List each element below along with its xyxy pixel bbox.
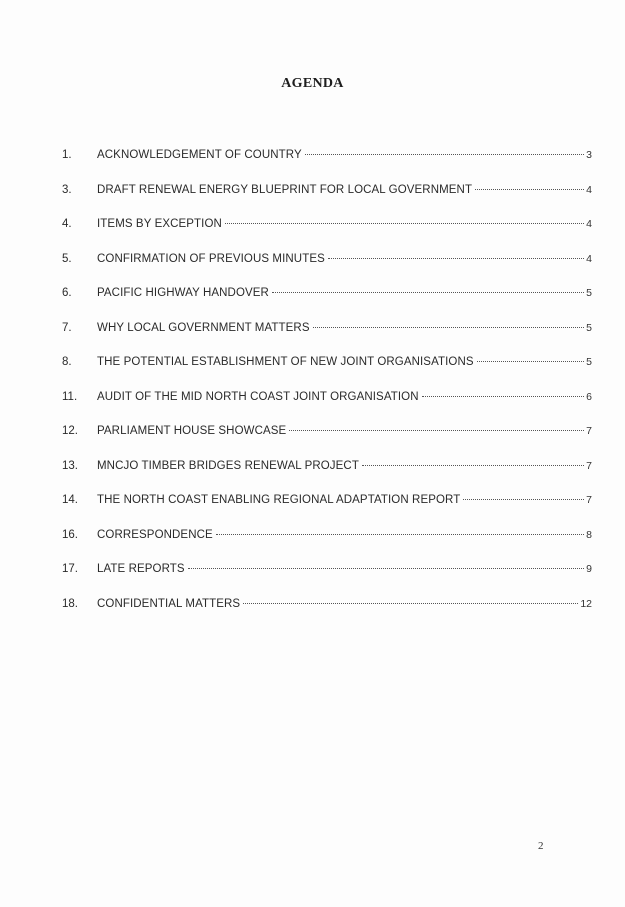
toc-item-number: 14. (62, 494, 78, 506)
toc-item-number: 5. (62, 252, 72, 265)
toc-item-label: CONFIRMATION OF PREVIOUS MINUTES (97, 252, 325, 265)
toc-item-label: CORRESPONDENCE (97, 528, 213, 541)
toc-item-number: 3. (62, 183, 72, 196)
toc-item[interactable] (62, 322, 592, 357)
toc-item-page: 4 (586, 183, 592, 196)
toc-item[interactable] (62, 391, 592, 426)
toc-item[interactable] (62, 356, 592, 391)
toc-item[interactable] (62, 287, 592, 322)
page-number: 2 (538, 840, 544, 852)
toc-item-number: 17. (62, 563, 78, 575)
toc-item-page: 6 (586, 390, 592, 403)
toc-item-page: 8 (586, 528, 592, 541)
toc-leader-dots (188, 568, 584, 569)
toc-leader-dots (362, 465, 584, 466)
toc-item-page: 4 (586, 218, 592, 230)
toc-item-page: 9 (586, 563, 592, 575)
toc-leader-dots (216, 534, 584, 535)
toc-item-number: 16. (62, 528, 78, 541)
toc-item[interactable] (62, 149, 592, 184)
toc-item-page: 5 (586, 356, 592, 368)
toc-leader-dots (225, 223, 584, 224)
toc-item[interactable] (62, 184, 592, 219)
toc-item-number: 13. (62, 459, 78, 472)
toc-item-label: AUDIT OF THE MID NORTH COAST JOINT ORGANISATION (97, 390, 419, 403)
toc-item-label: PACIFIC HIGHWAY HANDOVER (97, 287, 269, 299)
toc-leader-dots (272, 292, 584, 293)
toc-item-label: THE POTENTIAL ESTABLISHMENT OF NEW JOINT ORGANISATIONS (97, 356, 474, 368)
toc-item-number: 7. (62, 321, 72, 334)
toc-item-page: 5 (586, 287, 592, 299)
toc-item-page: 3 (586, 149, 592, 161)
toc-leader-dots (313, 327, 585, 328)
toc-item-number: 8. (62, 356, 72, 368)
toc-item-label: ITEMS BY EXCEPTION (97, 218, 222, 230)
toc-item[interactable] (62, 563, 592, 598)
toc-leader-dots (477, 361, 585, 362)
toc-item-label: PARLIAMENT HOUSE SHOWCASE (97, 425, 287, 437)
toc-item-page: 5 (586, 321, 592, 334)
toc-item[interactable] (62, 425, 592, 460)
toc-item-label: MNCJO TIMBER BRIDGES RENEWAL PROJECT (97, 459, 359, 472)
toc-item[interactable] (62, 253, 592, 288)
toc-item-number: 18. (62, 597, 78, 610)
toc-item-label: CONFIDENTIAL MATTERS (97, 597, 241, 610)
toc-leader-dots (289, 430, 584, 431)
toc-leader-dots (475, 189, 584, 190)
toc-item-number: 1. (62, 149, 72, 161)
toc-item[interactable] (62, 529, 592, 564)
toc-item[interactable] (62, 494, 592, 529)
toc-leader-dots (422, 396, 585, 397)
toc-item-page: 12 (580, 597, 592, 610)
table-of-contents (62, 149, 592, 632)
toc-item-page: 4 (586, 252, 592, 265)
toc-item-label: LATE REPORTS (97, 563, 185, 575)
toc-item-number: 11. (62, 390, 78, 403)
toc-item-number: 6. (62, 287, 72, 299)
toc-item[interactable] (62, 598, 592, 633)
toc-leader-dots (328, 258, 584, 259)
toc-item-page: 7 (586, 459, 592, 472)
toc-leader-dots (305, 154, 584, 155)
toc-item-number: 4. (62, 218, 72, 230)
toc-item-label: WHY LOCAL GOVERNMENT MATTERS (97, 321, 310, 334)
toc-item-page: 7 (586, 494, 592, 506)
page-title: AGENDA (281, 76, 344, 91)
toc-leader-dots (463, 499, 584, 500)
toc-leader-dots (243, 603, 578, 604)
toc-item-number: 12. (62, 425, 78, 437)
toc-item[interactable] (62, 218, 592, 253)
toc-item-label: THE NORTH COAST ENABLING REGIONAL ADAPTATION REPORT (97, 494, 461, 506)
toc-item-label: DRAFT RENEWAL ENERGY BLUEPRINT FOR LOCAL GOVERNMENT (97, 183, 473, 196)
toc-item[interactable] (62, 460, 592, 495)
toc-item-page: 7 (586, 425, 592, 437)
toc-item-label: ACKNOWLEDGEMENT OF COUNTRY (97, 149, 302, 161)
